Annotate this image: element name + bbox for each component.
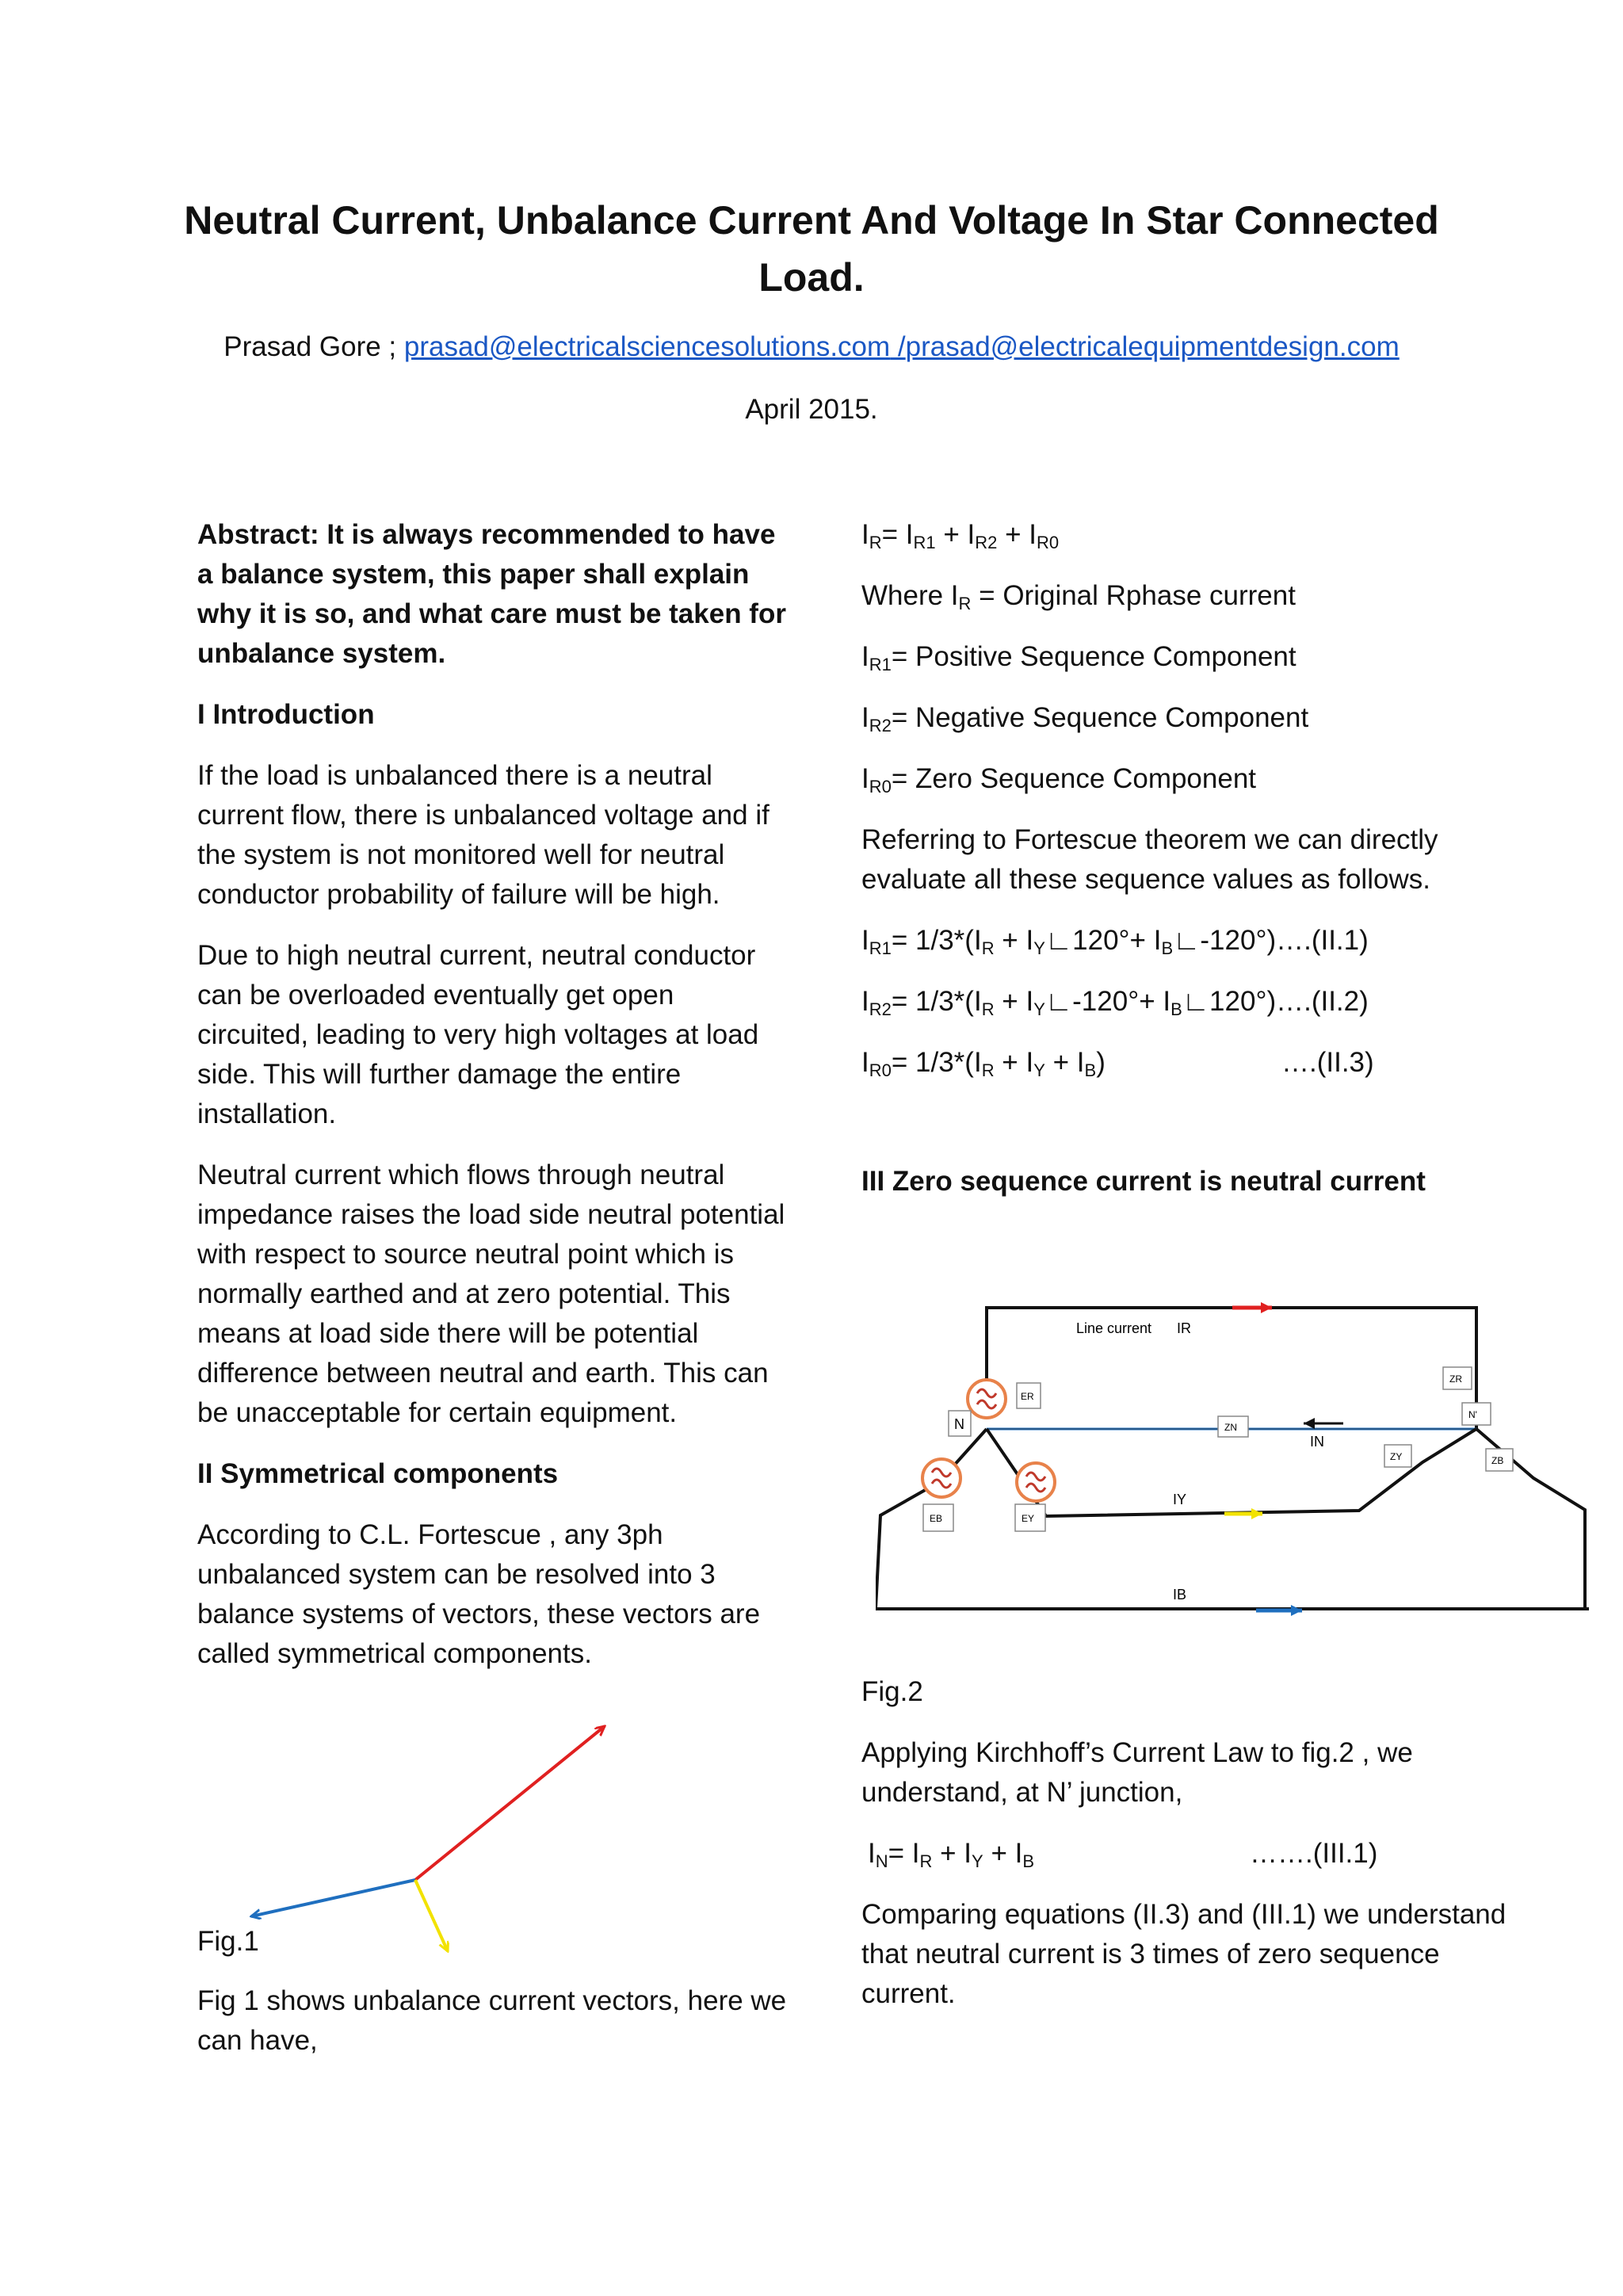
equation-II-2: $I_{R2}= 1/3*(I_R$ + $I_Y∟-120^\circ+$ $I_B∟120^\circ)\dots.(II.2)$	[861, 986, 1369, 1019]
right-column-lower	[861, 1672, 1519, 2035]
intro-heading: I Introduction	[197, 699, 375, 730]
ey-source	[1017, 1463, 1055, 1501]
equation-II-3: $I_{R0}= 1/3*(I_R + I_Y + I_B)$ ….(II.3)	[861, 1047, 1374, 1080]
zn-label: ZN	[1224, 1422, 1237, 1433]
r-phase-wire	[987, 1308, 1476, 1429]
intro-paragraph-2: Due to high neutral current, neutral conductor can be overloaded eventually get open circuited, leading to very high voltages at load side. This will further damage the entire installation.	[197, 940, 759, 1129]
negative-sequence-def: $I_{R2}=$ Negative Sequence Component	[861, 702, 1309, 735]
y-phase-wire	[987, 1429, 1476, 1516]
fig1-vector-diagram	[197, 1712, 657, 1966]
fig2-caption: Fig.2	[861, 1676, 923, 1707]
symmetrical-paragraph: According to C.L. Fortescue , any 3ph unbalanced system can be resolved into 3 balance systems of vectors, these vectors are called symmetrical components.	[197, 1519, 761, 1669]
yellow-phase-vector	[415, 1880, 448, 1951]
fortescue-paragraph: Referring to Fortescue theorem we can directly evaluate all these sequence values as follows.	[861, 824, 1438, 895]
eb-label: EB	[930, 1513, 943, 1524]
red-phase-vector	[415, 1726, 605, 1880]
fig1-caption: Fig.1	[197, 1926, 259, 1957]
paper-title: Neutral Current, Unbalance Current And Voltage In Star Connected Load.	[184, 198, 1439, 300]
email-link-1[interactable]: prasad@electricalsciencesolutions.com	[403, 331, 891, 362]
eq-ir-sum: $I_R= I_{R1} + I_{R2} + I_{R0}$	[861, 519, 1060, 552]
in-label: IN	[1310, 1434, 1324, 1450]
zero-sequence-heading: III Zero sequence current is neutral current	[861, 1166, 1426, 1197]
ey-label: EY	[1022, 1513, 1035, 1524]
symmetrical-heading: II Symmetrical components	[197, 1458, 559, 1489]
positive-sequence-def: $I_{R1}=$ Positive Sequence Component	[861, 641, 1296, 674]
intro-paragraph-3: Neutral current which flows through neutral impedance raises the load side neutral potential with respect to source neutral point which is normally earthed and at zero potential. This means at load side there will be potential difference between neutral and earth. This can be unacceptable for certain equipment.	[197, 1159, 785, 1428]
left-column	[197, 515, 788, 1695]
kcl-paragraph: Applying Kirchhoff’s Current Law to fig.2 , we understand, at N’ junction,	[861, 1737, 1413, 1808]
email-separator[interactable]: /	[890, 331, 906, 362]
line-current-label: Line current	[1076, 1320, 1152, 1336]
zy-label: ZY	[1390, 1451, 1403, 1462]
zb-label: ZB	[1491, 1455, 1504, 1466]
ib-label: IB	[1173, 1587, 1187, 1603]
fig2-circuit-diagram	[876, 1300, 1589, 1648]
fig1-description: Fig 1 shows unbalance current vectors, here we can have,	[197, 1985, 787, 2056]
n-label: N	[954, 1416, 964, 1432]
intro-paragraph-1: If the load is unbalanced there is a neutral current flow, there is unbalanced voltage and if the system is not monitored well for neutral conductor probability of failure will be high.	[197, 760, 769, 910]
er-label: ER	[1021, 1391, 1034, 1402]
email-link-2[interactable]: prasad@electricalequipmentdesign.com	[905, 331, 1400, 362]
paper-date: April 2015.	[745, 394, 878, 425]
b-phase-wire	[876, 1429, 1589, 1609]
where-line: Where $I_R$ = Original Rphase current	[861, 580, 1296, 613]
author-name: Prasad Gore ;	[223, 331, 404, 362]
blue-phase-vector	[251, 1880, 415, 1916]
iy-label: IY	[1173, 1492, 1187, 1507]
equation-III-1: $I_N= I_R + I_Y + I_B$ …….(III.1)	[868, 1838, 1378, 1871]
right-column	[861, 515, 1519, 1223]
comparison-paragraph: Comparing equations (II.3) and (III.1) we understand that neutral current is 3 times of zero sequence current.	[861, 1899, 1507, 2009]
abstract: Abstract: It is always recommended to have a balance system, this paper shall explain why it is so, and what care must be taken for unbalance system.	[197, 519, 786, 669]
author-line	[0, 331, 1623, 363]
zr-label: ZR	[1449, 1373, 1462, 1385]
n-prime-label: N'	[1468, 1409, 1477, 1420]
equation-II-1: $I_{R1}= 1/3*(I_R$ + $I_Y∟120^\circ+$ $I_B∟-120^\circ)\dots.(II.1)$	[861, 925, 1369, 958]
er-source	[968, 1380, 1006, 1418]
zero-sequence-def: $I_{R0}=$ Zero Sequence Component	[861, 763, 1257, 797]
eb-source	[922, 1459, 960, 1497]
ir-label: IR	[1177, 1320, 1191, 1336]
